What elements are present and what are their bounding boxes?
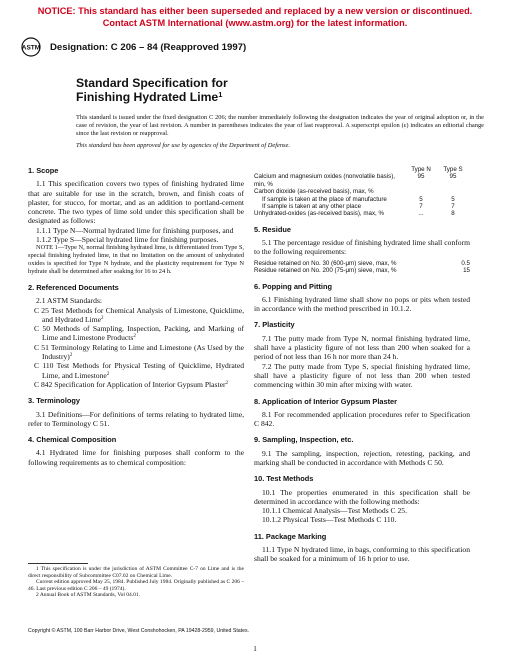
section-heading-plasticity: 7. Plasticity — [254, 320, 295, 330]
footnotes — [28, 566, 244, 599]
title-line-1: Standard Specification for — [76, 76, 228, 90]
row-label: Unhydrated-oxides (as-received basis), max, % — [254, 210, 384, 218]
title-line-2 — [76, 90, 228, 104]
sampling-paragraph: 9.1 The sampling, inspection, rejection, retesting, packing, and marking shall be conducted in accordance with Methods C 50. — [254, 448, 470, 467]
row-value: 0.5 — [461, 259, 470, 267]
row-value-type-s: 5 — [451, 195, 455, 203]
dod-approval-note: This standard has been approved for use by agencies of the Department of Defense. — [76, 142, 290, 149]
row-label: Calcium and magnesium oxides (nonvolatile basis), min, % — [254, 173, 396, 188]
section-heading-package-marking: 11. Package Marking — [254, 531, 327, 541]
section-heading-sampling: 9. Sampling, Inspection, etc. — [254, 435, 354, 445]
section-heading-scope: 1. Scope — [28, 166, 59, 175]
scope-paragraph-2: 1.1.1 Type N—Normal hydrated lime for finishing purposes, and — [36, 225, 234, 235]
popping-paragraph: 6.1 Finishing hydrated lime shall show no pops or pits when tested in accordance with the method prescribed in 10.1.2. — [254, 294, 470, 314]
scope-note: NOTE 1—Type N, normal finishing hydrated lime, is differentiated from Type S, special finishing hydrated lime, in that no limitation on the amount of unhydrated oxides is specified for Type N hydrate, and the plasticity requirement for Type N hydrate shall be determined after soaking for 16 to 24 h. — [28, 244, 244, 276]
reference-item: C 50 Methods of Sampling, Inspection, Packing, and Marking of Lime and Limestone Products$^2$ — [34, 324, 244, 343]
row-value: 15 — [463, 267, 470, 275]
row-label: If sample is taken at any other place — [262, 203, 362, 211]
footnote-1-continued: Current edition approved May 25, 1984. Published July 1984. Originally published as C 206 – 46. Last previous edition C 206 – 49 (1974). — [28, 579, 244, 592]
copyright-line: Copyright © ASTM, 100 Barr Harbor Drive, West Conshohocken, PA 19428-2959, United States. — [28, 628, 250, 634]
row-label: Residue retained on No. 200 (75-μm) sieve, max, % — [254, 267, 397, 275]
row-value-type-n: ... — [418, 210, 424, 218]
column-header-type-n: Type N — [411, 166, 431, 173]
application-paragraph: 8.1 For recommended application procedures refer to Specification C 842. — [254, 409, 470, 429]
row-value-type-n: 7 — [419, 203, 423, 211]
residue-table — [254, 260, 470, 275]
table-row — [254, 260, 470, 267]
section-heading-application: 8. Application of Interior Gypsum Plaster — [254, 396, 398, 406]
package-marking-paragraph: 11.1 Type N hydrated lime, in bags, conforming to this specification shall be soaked for a minimum of 16 h prior to use. — [254, 545, 470, 564]
row-value-type-s: 7 — [451, 203, 455, 211]
footnote-1: 1 This specification is under the jurisdiction of ASTM Committee C-7 on Lime and is the direct responsibility of Subcommittee C07.02 on Chemical Lime. — [28, 566, 244, 579]
row-label: If sample is taken at the place of manufacture — [262, 195, 387, 203]
page-number: 1 — [253, 645, 257, 653]
reference-item: C 842 Specification for Application of Interior Gypsum Plaster$^2$ — [34, 379, 228, 389]
document-title — [76, 76, 228, 104]
table-header-row — [254, 166, 470, 173]
notice-banner — [0, 6, 510, 29]
astm-logo-text: ASTM — [21, 44, 41, 52]
right-column — [254, 166, 470, 564]
references-intro: 2.1 ASTM Standards: — [36, 296, 103, 306]
terminology-paragraph: 3.1 Definitions—For definitions of terms relating to hydrated lime, refer to Terminology C 51. — [28, 409, 244, 428]
column-header-type-s: Type S — [443, 166, 463, 173]
section-heading-test-methods: 10. Test Methods — [254, 474, 314, 484]
row-value-type-s — [436, 188, 470, 195]
residue-paragraph: 5.1 The percentage residue of finishing hydrated lime shall conform to the following requirements: — [254, 238, 470, 257]
table-row — [254, 173, 470, 188]
issuance-note: This standard is issued under the fixed designation C 206; the number immediately following the designation indicates the year of original adoption or, in the case of revision, the year of last revision. A number in parentheses indicates the year of last reapproval. A superscript epsilon (ε) indicates an editorial change since the last revision or reapproval. — [76, 114, 484, 138]
designation: Designation: C 206 – 84 (Reapproved 1997) — [50, 42, 247, 53]
reference-item: C 25 Test Methods for Chemical Analysis of Limestone, Quicklime, and Hydrated Lime$^2$ — [34, 305, 244, 324]
table-row — [254, 210, 470, 217]
test-methods-physical: 10.1.2 Physical Tests—Test Methods C 110. — [262, 515, 397, 525]
footnote-divider — [28, 563, 88, 564]
section-heading-terminology: 3. Terminology — [28, 396, 81, 406]
footnote-2: 2 Annual Book of ASTM Standards, Vol 04.01. — [36, 592, 140, 599]
scope-paragraph-3: 1.1.2 Type S—Special hydrated lime for finishing purposes. — [36, 235, 219, 245]
title-text: Finishing Hydrated Lime — [76, 90, 219, 104]
section-heading-popping: 6. Popping and Pitting — [254, 281, 333, 291]
table-row — [254, 267, 470, 274]
section-heading-references: 2. Referenced Documents — [28, 283, 119, 292]
notice-line-1: NOTICE: This standard has either been superseded and replaced by a new version or discontinued. — [37, 6, 473, 16]
reference-item: C 110 Test Methods for Physical Testing of Quicklime, Hydrated Lime, and Limestone$^2$ — [34, 361, 244, 380]
row-value-type-n — [406, 188, 436, 195]
row-label: Residue retained on No. 30 (600-μm) sieve, max, % — [254, 259, 397, 267]
plasticity-paragraph-2: 7.2 The putty made from Type S, special finishing hydrated lime, shall have a plasticity figure of not less than 200 when tested commencing within 30 min after mixing with water. — [254, 361, 470, 390]
left-column — [28, 166, 244, 467]
row-value-type-n: 95 — [417, 173, 425, 181]
row-label: Carbon dioxide (as-received basis), max, % — [254, 188, 374, 196]
row-value-type-n: 5 — [419, 195, 423, 203]
section-heading-chemical-composition: 4. Chemical Composition — [28, 435, 117, 445]
test-methods-paragraph: 10.1 The properties enumerated in this specification shall be determined in accordance with the following methods: — [254, 487, 470, 506]
astm-logo-icon — [21, 36, 41, 58]
title-footnote-mark: 1 — [218, 90, 223, 99]
row-value-type-s: 95 — [449, 173, 457, 181]
plasticity-paragraph-1: 7.1 The putty made from Type N, normal finishing hydrated lime, shall have a plasticity figure of not less than 200 when soaked for a period of not less than 16 h nor more than 24 h. — [254, 333, 470, 362]
table-row — [254, 203, 470, 210]
table-row — [254, 188, 470, 195]
test-methods-chemical: 10.1.1 Chemical Analysis—Test Methods C 25. — [262, 506, 408, 516]
table-row — [254, 196, 470, 203]
section-heading-residue: 5. Residue — [254, 224, 291, 234]
chemical-composition-paragraph: 4.1 Hydrated lime for finishing purposes shall conform to the following requirements as to chemical composition: — [28, 448, 244, 467]
reference-item: C 51 Terminology Relating to Lime and Limestone (As Used by the Industry)$^2$ — [34, 342, 244, 362]
notice-line-2: Contact ASTM International (www.astm.org) for the latest information. — [102, 17, 408, 28]
scope-paragraph-1: 1.1 This specification covers two types of finishing hydrated lime that are suitable for use in the scratch, brown, and finish coats of plaster, for stucco, for mortar, and as an addition to portland-cement concrete. The two types of lime sold under this specification shall be designated as follows: — [28, 179, 244, 226]
chemical-composition-table — [254, 166, 470, 218]
row-value-type-s: 8 — [451, 210, 455, 218]
